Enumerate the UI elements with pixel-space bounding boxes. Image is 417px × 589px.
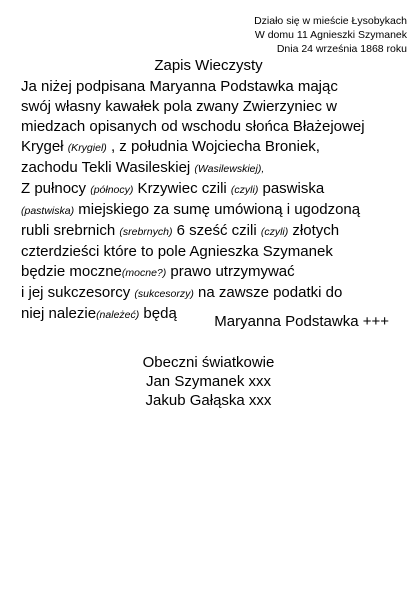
body-text: Krygeł [21,138,68,155]
body-line [21,179,411,200]
editor-note: (należeć) [96,309,140,321]
body-line [21,221,411,242]
body-text: prawo utrzymywać [166,263,295,280]
document-header [187,14,407,56]
editor-note: (Krygiel) [67,142,107,154]
body-text: rubli srebrnich [21,222,120,239]
signature: Maryanna Podstawka +++ [214,313,389,330]
editor-note: (północy) [90,184,134,196]
editor-note: (sukcesorzy) [134,288,194,300]
editor-note: (srebrnych) [119,226,173,238]
body-line [21,283,411,304]
body-text: zachodu Tekli Wasileskiej [21,159,195,176]
header-date: Dnia 24 września 1868 roku [276,43,407,55]
witness-name: Jakub Gałąska xxx [145,392,272,409]
editor-note: (czyli) [230,184,259,196]
body-text: Z pułnocy [21,180,91,197]
witnesses-heading: Obeczni światkowie [142,354,275,371]
body-line: swój własny kawałek pola zwany Zwierzyniec w [21,98,337,115]
body-text: paswiska [258,180,325,197]
document-body [21,77,411,325]
editor-note: (pastwiska) [21,205,75,217]
body-line [21,158,411,179]
body-line: Ja niżej podpisana Maryanna Podstawka mając [21,78,338,95]
body-line [21,137,411,158]
body-text: i jej sukczesorcy [21,284,135,301]
body-text: , z południa Wojciecha Broniek, [106,138,320,155]
body-text: 6 sześć czili [172,222,261,239]
body-line: czterdzieści które to pole Agnieszka Szymanek [21,243,333,260]
body-text: miejskiego za sumę umówioną i ugodzoną [74,201,361,218]
witness-name: Jan Szymanek xxx [145,373,272,390]
editor-note: (czyli) [260,226,289,238]
header-place: Działo się w mieście Łysobykach [254,15,407,27]
body-line [21,262,411,283]
body-text: będzie moczne [21,263,122,280]
header-house: W domu 11 Agnieszki Szymanek [254,29,407,41]
editor-note: (Wasilewskiej), [194,163,265,175]
body-text: złotych [288,222,340,239]
witnesses-block [0,353,417,410]
body-text: na zawsze podatki do [193,284,343,301]
body-text: Krzywiec czili [133,180,231,197]
editor-note: (mocne?) [121,267,167,279]
body-text: będą [139,305,177,322]
body-line: miedzach opisanych od wschodu słońca Błażejowej [21,118,365,135]
body-text: niej nalezie [21,305,97,322]
body-line [21,200,411,221]
document-title: Zapis Wieczysty [154,57,263,74]
